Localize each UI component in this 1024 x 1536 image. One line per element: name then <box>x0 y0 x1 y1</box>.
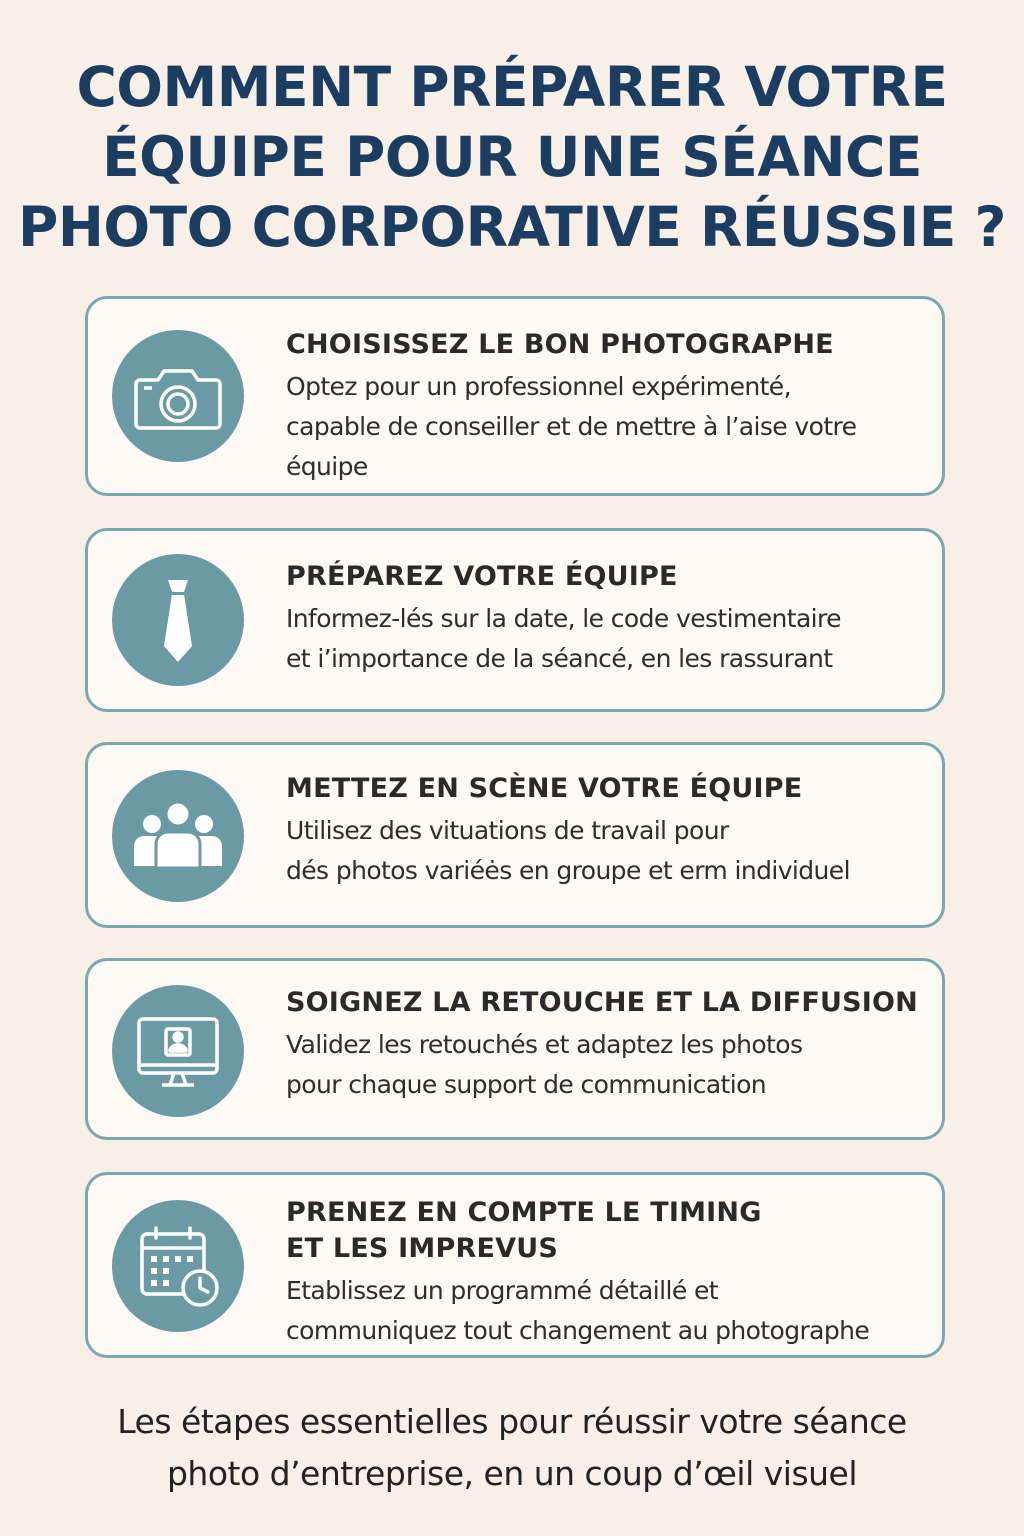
step-desc-line: dés photos variéės en groupe et erm individuel <box>286 856 850 885</box>
step-desc-line: pour chaque support de communication <box>286 1070 767 1099</box>
calendar-clock-icon <box>112 1200 244 1332</box>
step-desc-line: capable de conseiller et de mettre à l’aise votre <box>286 412 857 441</box>
step-title-line: CHOISISSEZ LE BON PHOTOGRAPHE <box>286 329 834 360</box>
footer-line: Les étapes essentielles pour réussir votre séance <box>117 1402 907 1441</box>
camera-icon <box>112 330 244 462</box>
step-title <box>286 771 922 807</box>
monitor-icon <box>112 985 244 1117</box>
step-desc-line: équipe <box>286 452 368 481</box>
step-title-line: METTEZ EN SCÈNE VOTRE ÉQUIPE <box>286 773 803 804</box>
step-card-retouch <box>85 958 945 1140</box>
step-card-timing <box>85 1172 945 1358</box>
step-description <box>286 367 922 487</box>
step-description <box>286 1025 922 1105</box>
step-desc-line: Etablissez un programmé détaillé et <box>286 1276 718 1305</box>
step-title <box>286 1195 922 1267</box>
step-desc-line: Utilisez des vituations de travail pour <box>286 816 729 845</box>
group-icon <box>112 770 244 902</box>
step-description <box>286 599 922 679</box>
step-card-prepare-team <box>85 528 945 712</box>
step-title-line: ET LES IMPREVUS <box>286 1233 558 1264</box>
step-desc-line: Informez-lés sur la date, le code vestimentaire <box>286 604 841 633</box>
step-desc-line: Optez pour un professionnel expérimenté, <box>286 372 791 401</box>
step-title-line: SOIGNEZ LA RETOUCHE ET LA DIFFUSION <box>286 987 918 1018</box>
step-title <box>286 985 922 1021</box>
step-description <box>286 1271 922 1351</box>
step-title <box>286 559 922 595</box>
page-title-line: PHOTO CORPORATIVE RÉUSSIE ? <box>18 195 1006 259</box>
step-desc-line: communiquez tout changement au photographe <box>286 1316 870 1345</box>
step-title <box>286 327 922 363</box>
step-desc-line: et i’importance de la séancé, en les rassurant <box>286 644 833 673</box>
footer-line: photo d’entreprise, en un coup d’œil visuel <box>166 1454 858 1493</box>
step-title-line: PRÉPAREZ VOTRE ÉQUIPE <box>286 561 678 592</box>
footer-caption <box>0 1396 1024 1500</box>
step-desc-line: Validez les retouchés et adaptez les photos <box>286 1030 803 1059</box>
step-card-stage-team <box>85 742 945 928</box>
step-description <box>286 811 922 891</box>
step-card-photographer <box>85 296 945 496</box>
page-title-line: ÉQUIPE POUR UNE SÉANCE <box>102 125 922 189</box>
tie-icon <box>112 554 244 686</box>
page-title <box>0 52 1024 262</box>
page-title-line: COMMENT PRÉPARER VOTRE <box>76 55 948 119</box>
step-title-line: PRENEZ EN COMPTE LE TIMING <box>286 1197 762 1228</box>
